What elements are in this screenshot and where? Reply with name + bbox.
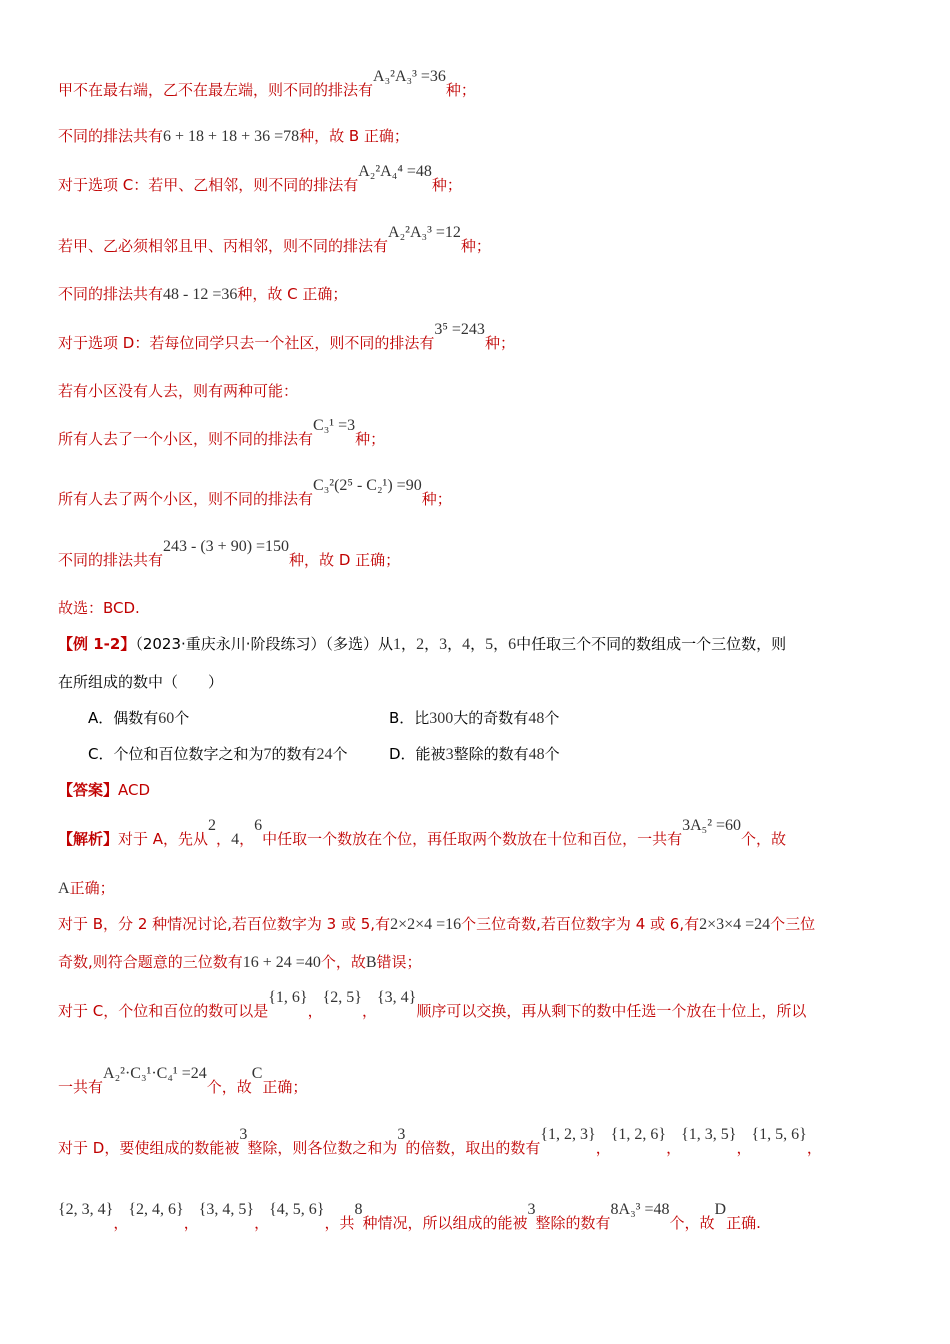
text: 对于 C，个位和百位的数可以是 xyxy=(58,1002,269,1020)
option-a xyxy=(88,708,189,729)
text: 正确； xyxy=(69,879,115,897)
math: {3, 4} xyxy=(377,989,417,1006)
analysis-line-2 xyxy=(58,878,115,899)
text: ， xyxy=(447,635,463,653)
analysis-line-1: 【解析】对于 A，先从2，4，6中任取一个数放在个位，再任取两个数放在十位和百位，一共有3A₅² =60个，故 xyxy=(58,817,787,848)
text: 个 xyxy=(544,709,560,727)
math: 48 xyxy=(528,710,545,727)
text: 整除的数有 xyxy=(535,1214,611,1232)
math: 8 xyxy=(354,1201,363,1218)
math: {2, 4, 6} xyxy=(128,1201,184,1218)
math: 2×2×4 =16 xyxy=(390,916,462,933)
sol-line-1 xyxy=(58,68,476,101)
math: C xyxy=(251,1065,263,1082)
text: 不同的排法共有 xyxy=(58,127,164,145)
sol-line-3 xyxy=(58,163,462,196)
math: 3A₅² =60 xyxy=(682,817,742,834)
example-line-1 xyxy=(58,634,786,655)
analysis-line-8: {2, 3, 4}，{2, 4, 6}，{3, 4, 5}，{4, 5, 6}，共8种情况，所以组成的能被3整除的数有8A₃³ =48个，故D正确. xyxy=(58,1201,761,1232)
analysis-line-4 xyxy=(58,952,422,973)
sol-line-10 xyxy=(58,538,401,571)
text: 不同的排法共有 xyxy=(58,551,164,569)
math: D xyxy=(714,1201,727,1218)
text: 对于选项 C：若甲、乙相邻，则不同的排法有 xyxy=(58,176,359,194)
option-d xyxy=(389,744,560,765)
text: 不同的排法共有 xyxy=(58,285,164,303)
math: 2 xyxy=(208,817,217,834)
text: 正确； xyxy=(262,1078,308,1096)
analysis-line-3 xyxy=(58,914,815,935)
text: 一共有 xyxy=(58,1078,104,1096)
option-c xyxy=(88,744,348,765)
text: 个三位 xyxy=(770,915,816,933)
text: 对于选项 D：若每位同学只去一个社区，则不同的排法有 xyxy=(58,334,435,352)
text: 种，故 D 正确； xyxy=(289,551,401,569)
sol-line-9 xyxy=(58,477,452,510)
text: 个 xyxy=(544,745,560,763)
math: 48 xyxy=(528,746,545,763)
math: 3 xyxy=(527,1201,536,1218)
math: 7 xyxy=(263,746,272,763)
text: 个，故 xyxy=(206,1078,252,1096)
text: 所有人去了两个小区，则不同的排法有 xyxy=(58,490,314,508)
text: 种； xyxy=(355,430,386,448)
math: {4, 5, 6} xyxy=(269,1201,325,1218)
math: 16 + 24 =40 xyxy=(242,954,321,971)
analysis-line-7: 对于 D，要使组成的数能被3整除，则各位数之和为3的倍数，取出的数有{1, 2, 3}，{1, 2, 6}，{1, 3, 5}，{1, 5, 6}， xyxy=(58,1126,822,1157)
math: {1, 2, 3} xyxy=(540,1126,596,1143)
text: 正确. xyxy=(726,1214,761,1232)
text: 种，故 C 正确； xyxy=(237,285,348,303)
math: A₂²A₄⁴ =48 xyxy=(358,163,432,180)
math: 4 xyxy=(462,636,471,653)
text: 种； xyxy=(460,237,491,255)
text: 对于 A，先从 xyxy=(118,830,209,848)
math: 1 xyxy=(393,636,402,653)
text: B．比 xyxy=(389,709,430,727)
sol-line-6 xyxy=(58,321,515,354)
sol-line-5 xyxy=(58,284,347,305)
answer-line xyxy=(58,780,150,800)
math: A₂²·C₃¹·C₄¹ =24 xyxy=(103,1065,207,1082)
math: A₂²A₃³ =12 xyxy=(388,224,461,241)
option-b xyxy=(389,708,559,729)
math: 3 xyxy=(239,1126,248,1143)
math: 300 xyxy=(429,710,454,727)
math: 6 + 18 + 18 + 36 =78 xyxy=(163,128,300,145)
text: 整除的数有 xyxy=(453,745,529,763)
math: 48 - 12 =36 xyxy=(163,286,238,303)
text: ， xyxy=(470,635,486,653)
text: 的倍数，取出的数有 xyxy=(405,1139,541,1157)
math: 3 xyxy=(445,746,454,763)
sol-line-11 xyxy=(58,598,140,618)
math: A₃²A₃³ =36 xyxy=(373,68,446,85)
text: 的数有 xyxy=(271,745,317,763)
math: 243 - (3 + 90) =150 xyxy=(163,538,290,555)
text: 中任取一个数放在个位，再任取两个数放在十位和百位，一共有 xyxy=(262,830,683,848)
text: 个 xyxy=(174,709,190,727)
math: 6 xyxy=(508,636,517,653)
math: 2 xyxy=(416,636,425,653)
text: D．能被 xyxy=(389,745,446,763)
math: C₃²(2⁵ - C₂¹) =90 xyxy=(313,477,422,494)
text: 种； xyxy=(445,81,476,99)
text: 对于 D，要使组成的数能被 xyxy=(58,1139,240,1157)
example-tag: 【例 1-2】 xyxy=(58,635,136,653)
text: 种； xyxy=(431,176,462,194)
text: 大的奇数有 xyxy=(453,709,529,727)
math: {1, 2, 6} xyxy=(610,1126,667,1143)
text: ， xyxy=(401,635,417,653)
text: 所有人去了一个小区，则不同的排法有 xyxy=(58,430,314,448)
math: 24 xyxy=(316,746,333,763)
text: 中任取三个不同的数组成一个三位数，则 xyxy=(516,635,787,653)
math: 60 xyxy=(158,710,175,727)
text: 个三位奇数,若百位数字为 4 或 6,有 xyxy=(461,915,700,933)
sol-line-8 xyxy=(58,417,386,450)
answer-tag: 【答案】 xyxy=(58,781,119,799)
sol-line-2 xyxy=(58,126,409,147)
answer-value: ACD xyxy=(118,781,151,799)
text: 错误； xyxy=(376,953,422,971)
example-line-2 xyxy=(58,672,223,692)
text: 个，故 xyxy=(669,1214,715,1232)
text: A．偶数有 xyxy=(88,709,159,727)
math: {1, 5, 6} xyxy=(751,1126,807,1143)
text: 种； xyxy=(484,334,515,352)
math: 5 xyxy=(485,636,494,653)
text: 甲不在最右端，乙不在最左端，则不同的排法有 xyxy=(58,81,374,99)
math: 8A₃³ =48 xyxy=(610,1201,670,1218)
math: 3 xyxy=(397,1126,406,1143)
math: 3⁵ =243 xyxy=(434,321,485,338)
math: C₃¹ =3 xyxy=(313,417,356,434)
text: 个，故 xyxy=(320,953,366,971)
text: 种，故 B 正确； xyxy=(299,127,409,145)
sol-line-4 xyxy=(58,224,491,257)
text: 整除，则各位数之和为 xyxy=(247,1139,398,1157)
text: ， xyxy=(493,635,509,653)
math: {1, 6} xyxy=(268,989,308,1006)
text: 对于 B，分 2 种情况讨论,若百位数字为 3 或 5,有 xyxy=(58,915,391,933)
math: 4 xyxy=(231,831,240,848)
text: 若有小区没有人去，则有两种可能： xyxy=(58,382,299,400)
text: ， xyxy=(424,635,440,653)
text: （2023·重庆永川·阶段练习）（多选）从 xyxy=(135,635,394,653)
math: 6 xyxy=(254,817,263,834)
sol-line-7 xyxy=(58,381,298,401)
analysis-line-5: 对于 C，个位和百位的数可以是{1, 6}，{2, 5}，{3, 4}顺序可以交换，再从剩下的数中任选一个放在十位上，所以 xyxy=(58,989,807,1020)
text: 个，故 xyxy=(741,830,787,848)
text: 奇数,则符合题意的三位数有 xyxy=(58,953,243,971)
math: B xyxy=(365,954,377,971)
text: 种； xyxy=(421,490,452,508)
text: 顺序可以交换，再从剩下的数中任选一个放在十位上，所以 xyxy=(416,1002,807,1020)
text: 种情况，所以组成的能被 xyxy=(362,1214,528,1232)
analysis-tag: 【解析】 xyxy=(58,830,119,848)
text: ，共 xyxy=(324,1214,355,1232)
math: {1, 3, 5} xyxy=(681,1126,737,1143)
text: 个 xyxy=(332,745,348,763)
math: 3 xyxy=(439,636,448,653)
math: A xyxy=(58,880,70,897)
math: {2, 3, 4} xyxy=(58,1201,114,1218)
text: C．个位和百位数字之和为 xyxy=(88,745,264,763)
text: 若甲、乙必须相邻且甲、丙相邻，则不同的排法有 xyxy=(58,237,389,255)
text: 在所组成的数中（ ） xyxy=(58,673,224,691)
math: {2, 5} xyxy=(322,989,362,1006)
analysis-line-6 xyxy=(58,1065,308,1098)
text: 故选：BCD. xyxy=(58,599,140,617)
math: 2×3×4 =24 xyxy=(699,916,771,933)
math: {3, 4, 5} xyxy=(198,1201,255,1218)
